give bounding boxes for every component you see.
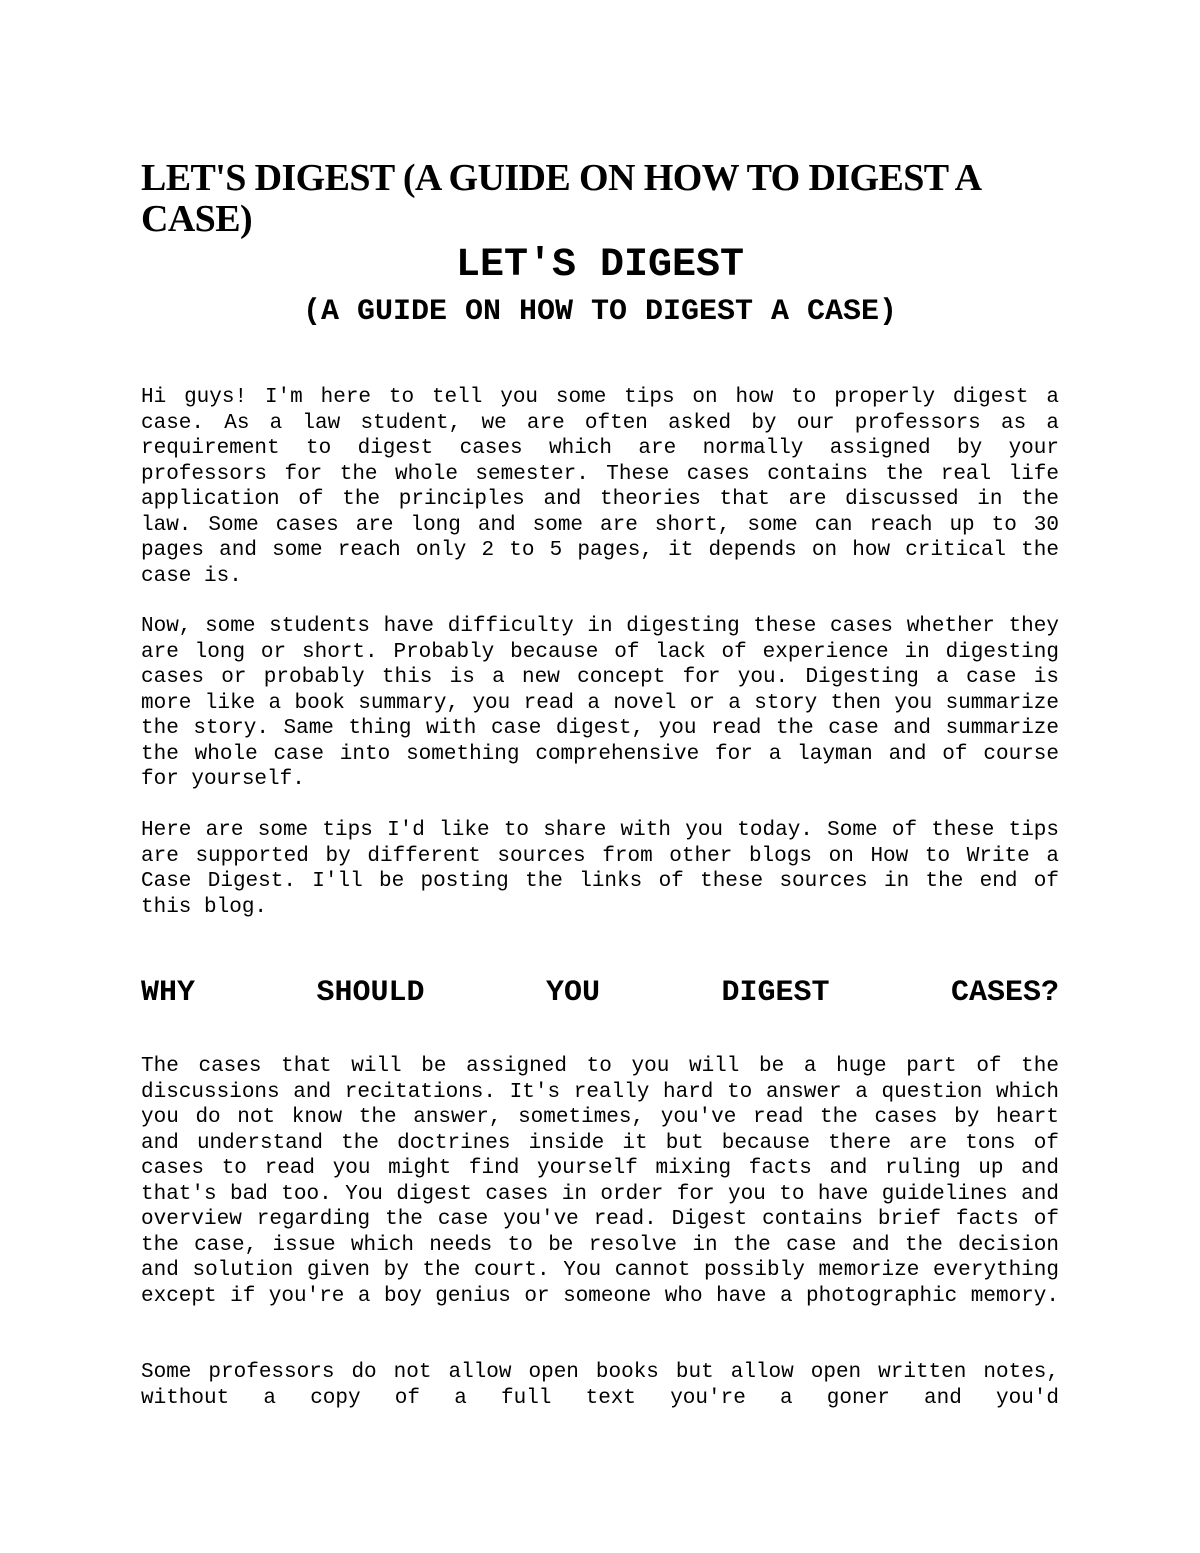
section-heading-why: WHY SHOULD YOU DIGEST CASES? (141, 976, 1059, 1010)
intro-paragraph-1: Hi guys! I'm here to tell you some tips on how to properly digest a case. As a law student, we are often asked by our professors as a requirement to digest cases which are normally assigned by your professors for the whole semester. These cases contains the real life application of the principles and theories that are discussed in the law. Some cases are long and some are short, some can reach up to 30 pages and some reach only 2 to 5 pages, it depends on how critical the case is. (141, 386, 1059, 588)
main-heading: LET'S DIGEST (455, 243, 745, 288)
document-title: LET'S DIGEST (A GUIDE ON HOW TO DIGEST A CASE) (141, 157, 980, 240)
intro-paragraph-3: Here are some tips I'd like to share with you today. Some of these tips are supported by different sources from other blogs on How to Write a Case Digest. I'll be posting the links of these sources in the end of this blog. (141, 819, 1059, 919)
section-paragraph-2: Some professors do not allow open books but allow open written notes, without a copy of a full text you're a goner and you'd (141, 1361, 1059, 1410)
intro-paragraph-2: Now, some students have difficulty in digesting these cases whether they are long or short. Probably because of lack of experience in digesting cases or probably this is a new concept for you. Digesting a case is more like a book summary, you read a novel or a story then you summarize the story. Same thing with case digest, you read the case and summarize the whole case into something comprehensive for a layman and of course for yourself. (141, 615, 1059, 791)
section-paragraph-1: The cases that will be assigned to you will be a huge part of the discussions and recitations. It's really hard to answer a question which you do not know the answer, sometimes, you've read the cases by heart and understand the doctrines inside it but because there are tons of cases to read you might find yourself mixing facts and ruling up and that's bad too. You digest cases in order for you to have guidelines and overview regarding the case you've read. Digest contains brief facts of the case, issue which needs to be resolve in the case and the decision and solution given by the court. You cannot possibly memorize everything except if you're a boy genius or someone who have a photographic memory. (141, 1055, 1059, 1308)
sub-heading: (A GUIDE ON HOW TO DIGEST A CASE) (302, 295, 898, 329)
